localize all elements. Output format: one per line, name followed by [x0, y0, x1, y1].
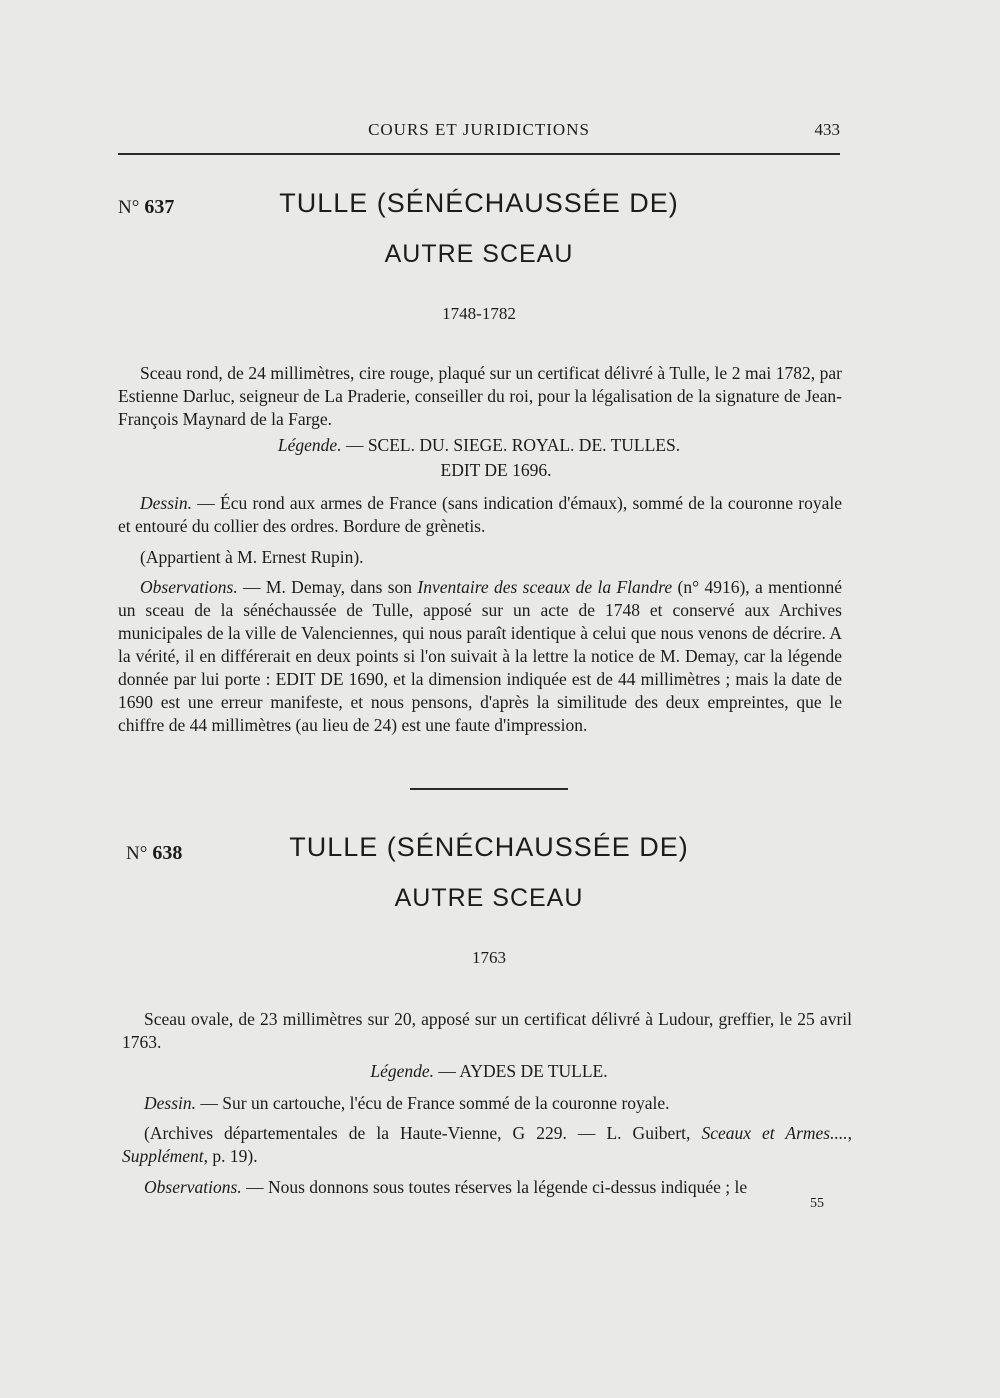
- entry-number-value: 638: [152, 842, 183, 864]
- legend-label: Légende.: [370, 1061, 435, 1081]
- page-number: 433: [814, 120, 840, 139]
- dessin-label: Dessin.: [140, 493, 193, 513]
- entry-subtitle-638: AUTRE SCEAU: [394, 884, 584, 912]
- signature-mark: 55: [810, 1196, 824, 1211]
- entry-date-638: 1763: [472, 948, 506, 967]
- entry-number-prefix: N°: [126, 843, 148, 864]
- observations-text-2: (n° 4916), a mentionné un sceau de la sénéchaussée de Tulle, apposé sur un acte de 1748 et conservé aux Archives municipales de la ville de Valenciennes, qui nous paraît identique à celui que nous venons de décrire. A la vérité, il en différerait en deux points si l'on suivait à la lettre la notice de M. Demay, car la légende donnée par lui porte : EDIT DE 1690, et la dimension indiquée est de 44 millimètres ; mais la date de 1690 est une erreur manifeste, et nous pensons, d'après la similitude des deux empreintes, que le chiffre de 44 millimètres (au lieu de 24) est une faute d'impression.: [118, 577, 842, 735]
- entry-title-637: TULLE (SÉNÉCHAUSSÉE DE): [279, 188, 679, 218]
- entry-number-prefix: N°: [118, 197, 140, 218]
- dessin-dash: —: [196, 1093, 223, 1113]
- source-cited-title-2: Supplément: [122, 1146, 204, 1166]
- running-header: [118, 118, 840, 146]
- legend-638: [128, 1060, 850, 1083]
- entry-subtitle-637: AUTRE SCEAU: [384, 240, 574, 268]
- dessin-637: [118, 492, 842, 538]
- entry-separator: [410, 788, 568, 790]
- source-cited-title-1: Sceaux et Armes....: [701, 1123, 848, 1143]
- observations-text-1: M. Demay, dans son: [265, 577, 418, 597]
- observations-dash: —: [237, 577, 266, 597]
- observations-text: Nous donnons sous toutes réserves la légende ci-dessus indiquée ; le: [267, 1177, 748, 1197]
- running-title: COURS ET JURIDICTIONS: [368, 120, 590, 139]
- dessin-label: Dessin.: [144, 1093, 197, 1113]
- legend-line-2-637: EDIT DE 1696.: [440, 460, 552, 480]
- provenance-637: (Appartient à M. Ernest Rupin).: [140, 547, 364, 567]
- description-637: Sceau rond, de 24 millimètres, cire rouge, plaqué sur un certificat délivré à Tulle, le 2 mai 1782, par Estienne Darluc, seigneur de La Praderie, conseiller du roi, pour la légalisation de la signature de Jean-François Maynard de la Farge.: [118, 363, 842, 429]
- observations-label: Observations.: [144, 1177, 242, 1197]
- source-text-1: (Archives départementales de la Haute-Vienne, G 229. — L. Guibert,: [144, 1123, 702, 1143]
- source-text-3: , p. 19).: [203, 1146, 258, 1166]
- observations-label: Observations.: [140, 577, 238, 597]
- dessin-dash: —: [192, 493, 221, 513]
- dessin-text: Écu rond aux armes de France (sans indication d'émaux), sommé de la couronne royale et entouré du collier des ordres. Bordure de grènetis.: [118, 493, 843, 536]
- legend-637: [118, 434, 840, 457]
- dessin-638: [122, 1092, 852, 1115]
- dessin-text: Sur un cartouche, l'écu de France sommé de la couronne royale.: [222, 1093, 670, 1113]
- observations-637: [118, 576, 842, 737]
- legend-text: AYDES DE TULLE.: [459, 1061, 608, 1081]
- legend-dash: —: [341, 435, 368, 455]
- header-rule: [118, 153, 840, 155]
- description-638: Sceau ovale, de 23 millimètres sur 20, apposé sur un certificat délivré à Ludour, greffier, le 25 avril 1763.: [122, 1009, 852, 1052]
- observations-cited-title: Inventaire des sceaux de la Flandre: [417, 577, 673, 597]
- legend-dash: —: [434, 1061, 460, 1081]
- legend-label: Légende.: [277, 435, 342, 455]
- entry-title-638: TULLE (SÉNÉCHAUSSÉE DE): [289, 832, 689, 862]
- observations-638: [122, 1176, 858, 1199]
- entry-date-637: 1748-1782: [442, 304, 516, 323]
- source-638: [122, 1122, 852, 1168]
- entry-number-value: 637: [144, 196, 175, 218]
- legend-text: SCEL. DU. SIEGE. ROYAL. DE. TULLES.: [367, 435, 681, 455]
- observations-dash: —: [241, 1177, 268, 1197]
- source-text-2: ,: [847, 1123, 852, 1143]
